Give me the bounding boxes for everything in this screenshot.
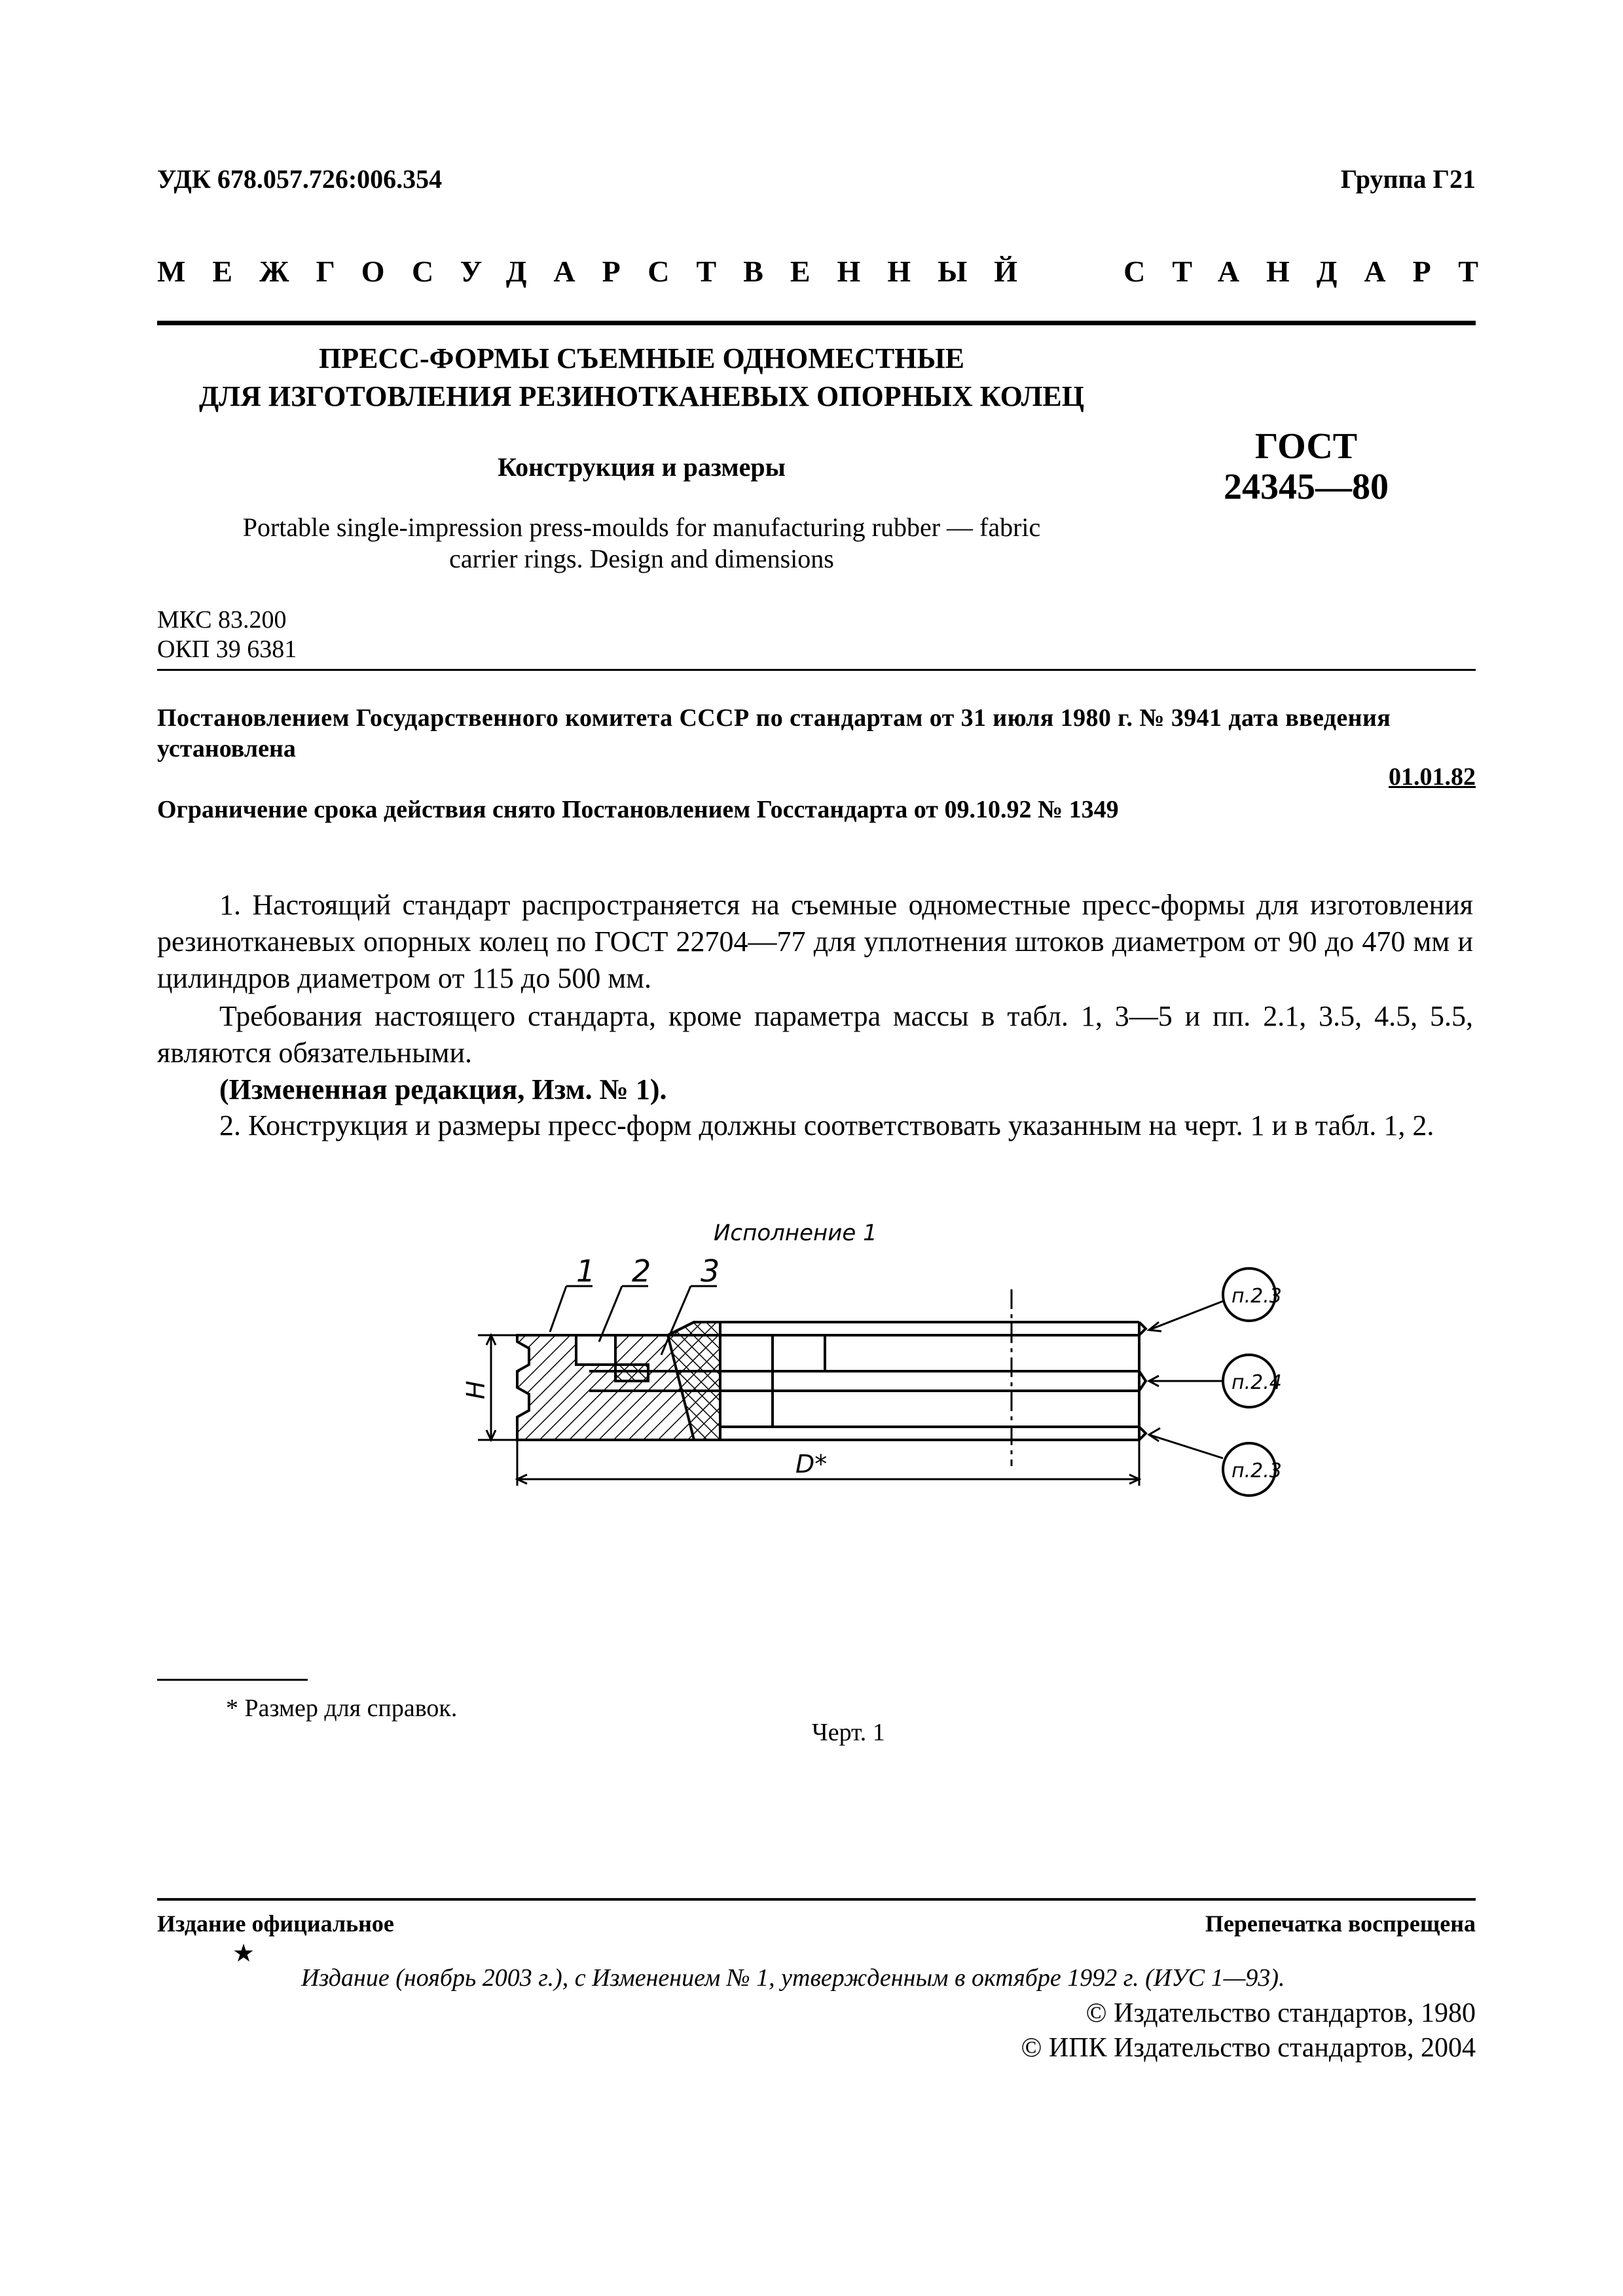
footer-rule [157, 1898, 1476, 1901]
header-rule [157, 321, 1476, 325]
standard-banner-left: МЕЖГОСУДАРСТВЕННЫЙ [157, 255, 1045, 288]
udk-code: УДК 678.057.726:006.354 [157, 164, 443, 194]
callout-leaders [1149, 1301, 1223, 1458]
callout-top [1223, 1268, 1282, 1321]
title-line-1: ПРЕСС-ФОРМЫ СЪЕМНЫЕ ОДНОМЕСТНЫЕ [318, 342, 965, 374]
figure-caption: Черт. 1 [812, 1719, 885, 1746]
callout-mid-label: п.2.4 [1231, 1371, 1282, 1394]
standard-banner-right: СТАНДАРТ [1123, 255, 1505, 288]
decree-limit: Ограничение срока действия снято Постановлением Госстандарта от 09.10.92 № 1349 [157, 796, 1119, 823]
decree-text-line-2: установлена [157, 735, 296, 762]
copyright-2004: © ИПК Издательство стандартов, 2004 [1021, 2033, 1476, 2063]
mks-code: МКС 83.200 [157, 606, 287, 634]
group-code: Группа Г21 [1340, 164, 1476, 194]
title-line-2: ДЛЯ ИЗГОТОВЛЕНИЯ РЕЗИНОТКАНЕВЫХ ОПОРНЫХ КОЛЕЦ [199, 380, 1084, 412]
callout-bottom [1223, 1443, 1282, 1496]
title-subtitle: Конструкция и размеры [498, 452, 786, 482]
paragraph-4: 2. Конструкция и размеры пресс-форм должны соответствовать указанным на черт. 1 и в табл. 1, 2. [219, 1109, 1434, 1141]
footer-star: ★ [232, 1940, 255, 1967]
paragraph-3-amendment: (Измененная редакция, Изм. № 1). [219, 1073, 667, 1105]
footer-reprint-prohibited: Перепечатка воспрещена [1205, 1910, 1476, 1937]
callout-bottom-label: п.2.3 [1231, 1460, 1282, 1482]
dimension-d [517, 1440, 1139, 1486]
footer-official-edition: Издание официальное [157, 1910, 394, 1937]
press-mould-drawing [419, 1204, 1493, 1571]
copyright-1980: © Издательство стандартов, 1980 [1085, 1998, 1476, 2028]
footnote-text: * Размер для справок. [226, 1695, 458, 1722]
english-title-line-2: carrier rings. Design and dimensions [449, 544, 834, 573]
part-label-2: 2 [632, 1253, 651, 1289]
dimension-d-label: D* [795, 1450, 828, 1479]
gost-number: 24345—80 [1224, 467, 1389, 507]
decree-text-line-1: Постановлением Государственного комитета СССР по стандартам от 31 июля 1980 г. № 3941 дата введения [157, 704, 1391, 732]
paragraph-1: 1. Настоящий стандарт распространяется на съемные одноместные пресс-формы для изготовления резинотканевых опорных колец по ГОСТ 22704—77 для уплотнения штоков диаметром от 90 до 470 мм и цилиндров диаметром от 115 до 500 мм. [157, 889, 1473, 994]
callout-mid [1223, 1355, 1282, 1407]
english-title-line-1: Portable single-impression press-moulds for manufacturing rubber — fabric [242, 512, 1041, 542]
part-label-3: 3 [701, 1253, 720, 1289]
codes-rule [157, 669, 1476, 671]
footnote-rule [157, 1679, 308, 1681]
paragraph-2: Требования настоящего стандарта, кроме параметра массы в табл. 1, 3—5 и пп. 2.1, 3.5, 4.5, 5.5, являются обязательными. [157, 1000, 1473, 1069]
part-label-1: 1 [576, 1253, 596, 1289]
dimension-h-label: H [462, 1380, 490, 1399]
drawing-caption: Исполнение 1 [714, 1220, 877, 1246]
gost-label: ГОСТ [1254, 426, 1358, 467]
okp-code: ОКП 39 6381 [157, 636, 297, 663]
footer-edition-note: Издание (ноябрь 2003 г.), с Изменением № 1, утвержденным в октябре 1992 г. (ИУС 1—93). [301, 1964, 1285, 1992]
callout-top-label: п.2.3 [1231, 1285, 1282, 1308]
mould-outline [517, 1322, 1146, 1440]
decree-date: 01.01.82 [1389, 763, 1476, 791]
